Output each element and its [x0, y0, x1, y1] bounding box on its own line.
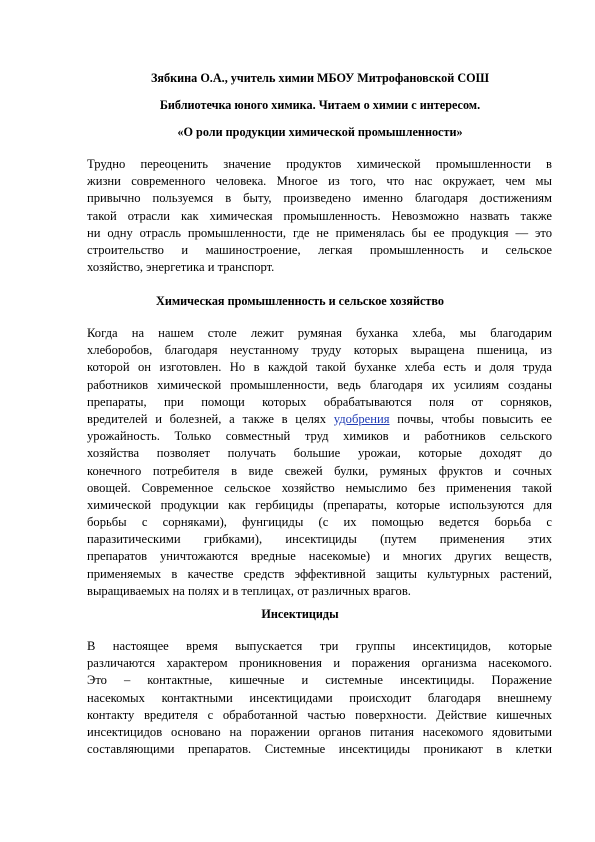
text-line: привычно пользуемся в быту, произведено именно благодаря достижениям: [87, 191, 552, 206]
section-heading-agriculture: Химическая промышленность и сельское хозяйство: [156, 294, 444, 308]
text-line: В настоящее время выпускается три группы инсектицидов, которые: [87, 639, 552, 653]
text-line: такой отрасли как химическая промышленность. Невозможно назвать также: [87, 208, 552, 223]
text-line: хозяйства позволяет получать большие урожаи, которые доходят до: [87, 446, 552, 461]
text-line: различаются характером проникновения и поражения организма насекомого.: [87, 656, 552, 671]
text-line: составляющими препаратов. Системные инсектициды проникают в клетки: [87, 742, 552, 757]
text-line: контакту вредителя с обработанной частью поверхности. Действие кишечных: [87, 707, 552, 722]
text-line: препараты, при помощи которых обрабатываются поля от сорняков,: [87, 394, 552, 409]
agriculture-paragraph: [87, 325, 552, 600]
text-line: химической продукции как гербициды (препараты, которые используются для: [87, 497, 552, 512]
text-line: конечного потребителя в виде свежей булки, румяных фруктов и сочных: [87, 463, 552, 478]
text-line: овощей. Современное сельское хозяйство немыслимо без применения такой: [87, 480, 552, 495]
document-title: «О роли продукции химической промышленности»: [177, 125, 463, 139]
text-line: инсектицидов основано на поражении органов питания насекомого ядовитыми: [87, 724, 552, 739]
text-line: насекомых контактными инсектицидами происходит благодаря внешнему: [87, 690, 552, 705]
text-line: выращиваемых на полях и в теплицах, от различных врагов.: [87, 583, 411, 598]
text-line: препаратов уничтожаются вредные насекомые) и многих других веществ,: [87, 549, 552, 564]
text-line: ни одну отрасль промышленности, где не применялась бы ее продукция — это: [87, 225, 552, 240]
text-fragment: почвы, чтобы повысить ее: [397, 411, 552, 426]
text-line: хозяйство, энергетика и транспорт.: [87, 260, 275, 275]
text-line: урожайность. Только совместный труд химиков и работников сельского: [87, 429, 552, 444]
text-line-with-link: [87, 411, 552, 428]
insecticides-paragraph: [87, 638, 552, 758]
text-line: Это – контактные, кишечные и системные инсектициды. Поражение: [87, 673, 552, 688]
text-fragment: вредителей и болезней, а также в целях: [87, 411, 327, 426]
text-line: строительство и машиностроение, легкая промышленность и сельское: [87, 242, 552, 257]
text-line: паразитическими грибками), инсектициды (путем применения этих: [87, 532, 552, 547]
text-line: работников химической промышленности, ведь благодаря их усилиям созданы: [87, 377, 552, 392]
text-line: применяемых в качестве средств эффективной защиты культурных растений,: [87, 566, 552, 581]
text-line: Трудно переоценить значение продуктов химической промышленности в: [87, 157, 552, 171]
text-line: хлеборобов, благодаря неустанному труду которых выращена пшеница, из: [87, 343, 552, 358]
text-line: борьбы с сорняками), фунгициды (с их помощью ведется борьба с: [87, 515, 552, 530]
text-line: Когда на нашем столе лежит румяная буханка хлеба, мы благодарим: [87, 326, 552, 340]
series-line: Библиотечка юного химика. Читаем о химии с интересом.: [159, 98, 481, 112]
text-line: жизни современного человека. Многое из того, что нас окружает, чем мы: [87, 174, 552, 189]
intro-paragraph: [87, 156, 552, 276]
fertilizer-link[interactable]: удобрения: [333, 411, 390, 426]
section-heading-insecticides: Инсектициды: [261, 607, 339, 621]
author-line: Зябкина О.А., учитель химии МБОУ Митрофановской СОШ: [151, 71, 489, 85]
text-line: которой он изготовлен. Но в каждой такой буханке хлеба есть и доля труда: [87, 360, 552, 375]
